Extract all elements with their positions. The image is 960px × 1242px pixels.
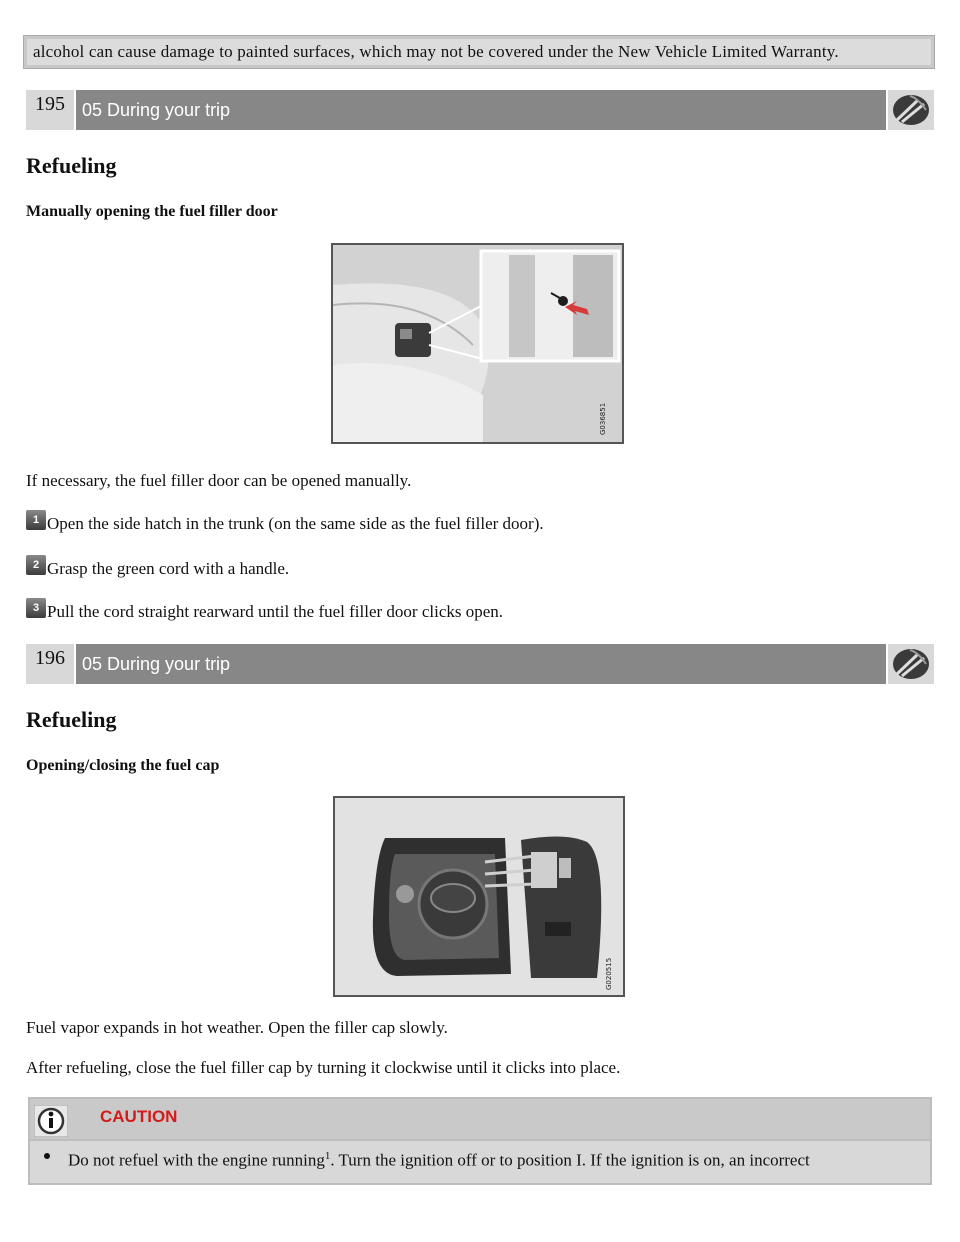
section-title: Refueling (26, 153, 117, 178)
step-number-badge: 3 (26, 598, 46, 618)
step-number-badge: 2 (26, 555, 46, 575)
road-icon (888, 644, 934, 684)
caution-header (28, 1097, 932, 1141)
image-code: G036851 (599, 402, 607, 435)
paragraph: Fuel vapor expands in hot weather. Open the filler cap slowly. (26, 1018, 448, 1037)
chapter-title: 05 During your trip (76, 90, 886, 130)
section-title: Refueling (26, 707, 117, 732)
info-icon (34, 1105, 68, 1142)
warning-continuation-box (24, 36, 934, 68)
page-number: 196 (26, 644, 74, 684)
section-subtitle: Manually opening the fuel filler door (26, 203, 278, 220)
paragraph: If necessary, the fuel filler door can be opened manually. (26, 471, 412, 490)
fuel-cap-image (333, 796, 625, 997)
chapter-title: 05 During your trip (76, 644, 886, 684)
road-icon (888, 90, 934, 130)
section-subtitle: Opening/closing the fuel cap (26, 757, 220, 774)
step-number-badge: 1 (26, 510, 46, 530)
footnote-marker: 1 (324, 1150, 331, 1162)
caution-bullet-text: Do not refuel with the engine running$^1$. Turn the ignition off or to position I. If the ignition is on, an incorrect (68, 1150, 810, 1170)
step-text: Open the side hatch in the trunk (on the same side as the fuel filler door). (47, 514, 544, 533)
step-text: Grasp the green cord with a handle. (47, 559, 290, 578)
paragraph: After refueling, close the fuel filler cap by turning it clockwise until it clicks into place. (26, 1058, 621, 1077)
section-header-195 (26, 90, 934, 130)
section-header-196 (26, 644, 934, 684)
image-code: G020515 (605, 957, 613, 990)
caution-label: CAUTION (100, 1107, 178, 1126)
fuel-door-manual-release-image (331, 243, 624, 444)
page-number: 195 (26, 90, 74, 130)
bullet-icon (44, 1153, 50, 1159)
warning-continuation-text: alcohol can cause damage to painted surfaces, which may not be covered under the New Vehicle Limited Warranty. (33, 42, 839, 61)
step-text: Pull the cord straight rearward until the fuel filler door clicks open. (47, 602, 504, 621)
caution-body (28, 1141, 932, 1185)
